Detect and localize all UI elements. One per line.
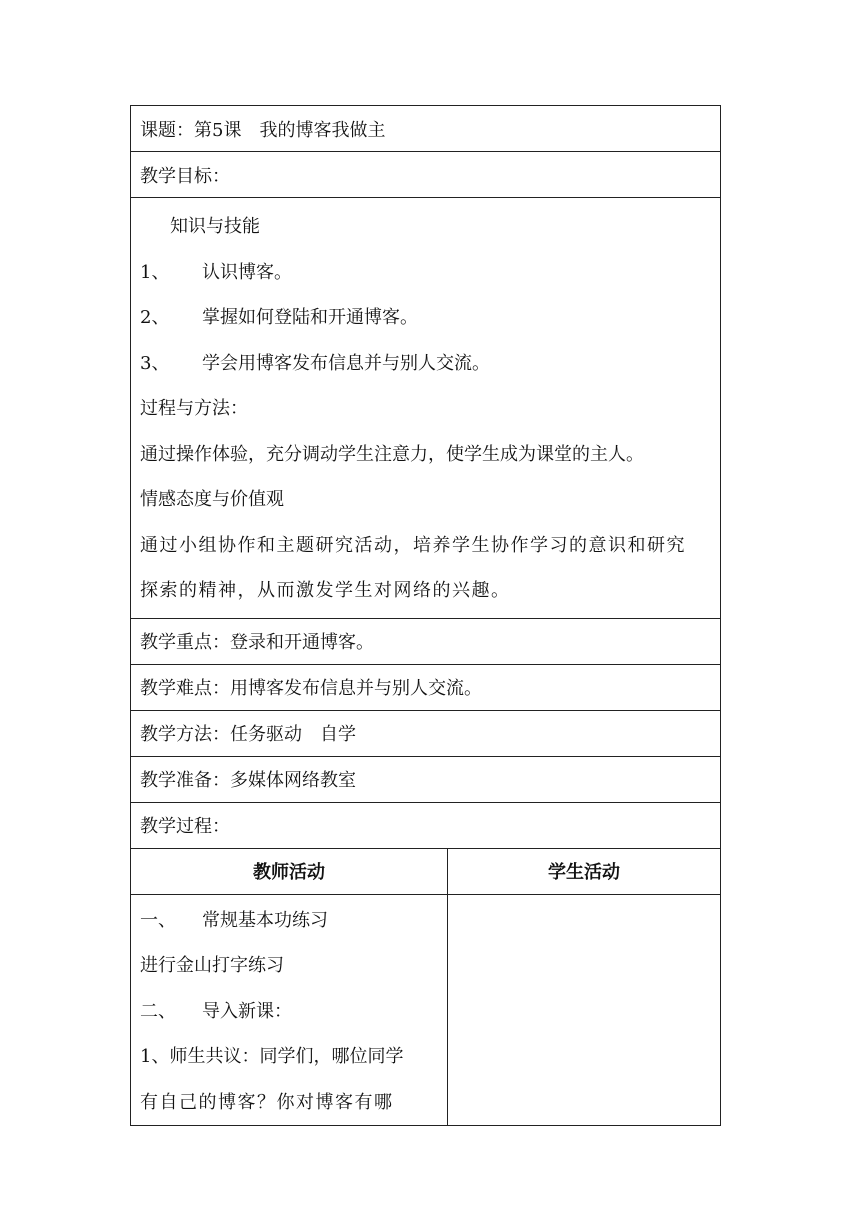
methods: 教学方法：任务驱动 自学: [131, 710, 721, 756]
methods-row: [131, 710, 721, 756]
process-label-row: [131, 802, 721, 848]
item-text: 导入新课：: [202, 1000, 292, 1022]
activity-line: 1、师生共议：同学们，哪位同学: [140, 1046, 404, 1067]
process-label: 教学过程：: [131, 802, 721, 848]
knowledge-item: [140, 250, 711, 296]
student-column-header: 学生活动: [448, 848, 721, 894]
emotion-text: 探索的精神，从而激发学生对网络的兴趣。: [140, 580, 511, 601]
teacher-column-header: 教师活动: [131, 848, 448, 894]
objectives-row: [131, 198, 721, 619]
process-heading: 过程与方法：: [140, 398, 248, 419]
knowledge-heading: 知识与技能: [170, 216, 260, 237]
preparation-row: [131, 756, 721, 802]
title-row: [131, 106, 721, 152]
activity-line: 进行金山打字练习: [140, 955, 284, 976]
item-text: 认识博客。: [202, 261, 292, 283]
knowledge-item: [140, 341, 711, 387]
objectives-heading: 教学目标：: [131, 152, 721, 198]
item-number: 3、: [140, 352, 170, 374]
difficulties: 教学难点：用博客发布信息并与别人交流。: [131, 664, 721, 710]
item-text: 常规基本功练习: [202, 909, 328, 931]
column-header-row: [131, 848, 721, 894]
activity-line: 有自己的博客？你对博客有哪: [140, 1091, 394, 1113]
process-text: 通过操作体验，充分调动学生注意力，使学生成为课堂的主人。: [140, 443, 644, 465]
emotion-text: 通过小组协作和主题研究活动，培养学生协作学习的意识和研究: [140, 534, 686, 556]
activity-line: [140, 989, 438, 1035]
objectives-heading-row: [131, 152, 721, 198]
item-number: 2、: [140, 307, 170, 328]
difficulties-row: [131, 664, 721, 710]
item-number: 一、: [140, 909, 176, 931]
student-activity-cell: [448, 894, 721, 1126]
item-text: 学会用博客发布信息并与别人交流。: [202, 352, 490, 374]
item-text: 掌握如何登陆和开通博客。: [202, 307, 418, 328]
emotion-heading: 情感态度与价值观: [140, 489, 284, 510]
objectives-cell: [131, 198, 721, 619]
teacher-activity-cell: [131, 894, 448, 1126]
item-number: 二、: [140, 1000, 176, 1022]
knowledge-item: [140, 295, 711, 341]
item-number: 1、: [140, 261, 170, 283]
key-points-row: [131, 618, 721, 664]
activity-row: [131, 894, 721, 1126]
activity-line: [140, 898, 438, 944]
preparation: 教学准备：多媒体网络教室: [131, 756, 721, 802]
lesson-title: 课题：第5课 我的博客我做主: [131, 106, 721, 152]
lesson-plan-table: [130, 105, 721, 1126]
key-points: 教学重点：登录和开通博客。: [131, 618, 721, 664]
